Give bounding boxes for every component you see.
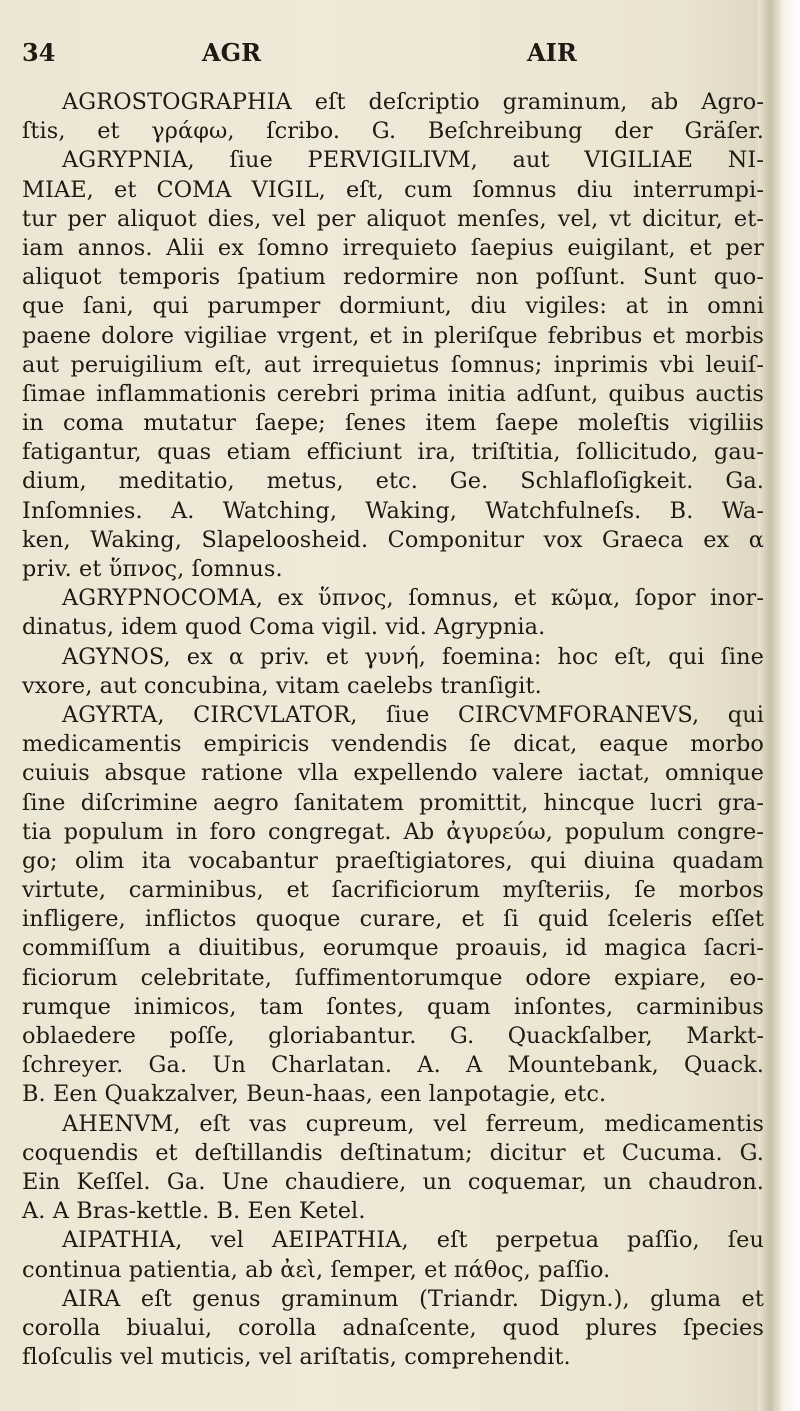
text-line: dium, meditatio, metus, etc. Ge. Schlafloſigkeit. Ga. [22,468,764,495]
text-line: Ein Keſſel. Ga. Une chaudiere, un coquemar, un chaudron. [22,1168,764,1195]
text-line: dinatus, idem quod Coma vigil. vid. Agrypnia. [22,614,546,641]
text-line: ſtis, et γράφω, ſcribo. G. Beſchreibung der Gräſer. [22,118,764,145]
text-line: ſimae inflammationis cerebri prima initia adſunt, quibus auctis [22,380,764,407]
text-line: aut peruigilium eſt, aut irrequietus ſomnus; inprimis vbi leuiſ- [22,351,764,378]
text-line: AGYNOS, ex α priv. et γυνή, foemina: hoc eſt, qui ſine [62,643,764,670]
text-line: cuiuis absque ratione vlla expellendo valere iactat, omnique [22,760,764,787]
running-header [22,38,762,78]
text-line: ficiorum celebritate, ſuffimentorumque odore expiare, eo- [22,964,764,991]
text-line: floſculis vel muticis, vel ariſtatis, comprehendit. [22,1344,571,1371]
text-line: paene dolore vigiliae vrgent, et in pleriſque febribus et morbis [22,322,764,349]
text-line: AGYRTA, CIRCVLATOR, ſiue CIRCVMFORANEVS, qui [62,701,764,728]
text-line: MIAE, et COMA VIGIL, eſt, cum ſomnus diu interrumpi- [22,176,764,203]
page-number: 34 [22,38,56,67]
page-edge [758,0,800,1411]
text-line: ſchreyer. Ga. Un Charlatan. A. A Mountebank, Quack. [22,1052,764,1079]
text-line: iam annos. Alii ex ſomno irrequieto ſaepius euigilant, et per [22,234,764,261]
text-line: medicamentis empiricis vendendis ſe dicat, eaque morbo [22,731,764,758]
text-line: que ſani, qui parumper dormiunt, diu vigiles: at in omni [22,293,764,320]
text-line: fatigantur, quas etiam efficiunt ira, triſtitia, ſollicitudo, gau- [22,439,764,466]
text-line: commiſſum a diuitibus, eorumque proauis, id magica ſacri- [22,935,764,962]
text-line: corolla biualui, corolla adnaſcente, quod plures ſpecies [22,1314,764,1341]
text-line: go; olim ita vocabantur praeſtigiatores, qui diuina quadam [22,847,764,874]
left-running-head: AGR [202,38,262,67]
text-line: oblaedere poſſe, gloriabantur. G. Quackſalber, Markt- [22,1023,764,1049]
text-line: continua patientia, ab ἀεὶ, ſemper, et πάθος, paſſio. [22,1256,611,1283]
text-line: ſine diſcrimine aegro ſanitatem promittit, hincque lucri gra- [22,789,764,816]
text-line: aliquot temporis ſpatium redormire non poſſunt. Sunt quo- [22,264,764,291]
text-line: infligere, inflictos quoque curare, et ſi quid ſceleris eſſet [22,906,764,933]
text-line: AIRA eſt genus graminum (Triandr. Digyn.), gluma et [62,1285,764,1312]
text-line: Inſomnies. A. Watching, Waking, Watchfulneſs. B. Wa- [22,497,764,524]
text-line: coquendis et deſtillandis deſtinatum; dicitur et Cucuma. G. [22,1139,764,1166]
text-line: AGRYPNIA, ſiue PERVIGILIVM, aut VIGILIAE NI- [62,147,764,174]
text-line: tur per aliquot dies, vel per aliquot menſes, vel, vt dicitur, et- [22,205,764,232]
text-line: B. Een Quakzalver, Beun-haas, een lanpotagie, etc. [22,1081,607,1108]
text-line: rumque inimicos, tam ſontes, quam inſontes, carminibus [22,993,764,1020]
text-line: AIPATHIA, vel AEIPATHIA, eſt perpetua paſſio, ſeu [62,1227,764,1254]
text-line: AGRYPNOCOMA, ex ὕπνος, ſomnus, et κῶμα, ſopor inor- [62,585,764,612]
text-line: A. A Bras-kettle. B. Een Ketel. [22,1198,366,1225]
right-running-head: AIR [527,38,577,67]
text-line: tia populum in foro congregat. Ab ἀγυρεύω, populum congre- [22,818,764,845]
text-line: vxore, aut concubina, vitam caelebs tranſigit. [22,672,542,699]
dictionary-text [22,88,764,1372]
text-line: ken, Waking, Slapeloosheid. Componitur vox Graeca ex α [22,526,764,553]
text-line: in coma mutatur ſaepe; ſenes item ſaepe moleſtis vigiliis [22,410,764,437]
text-line: AHENVM, eſt vas cupreum, vel ferreum, medicamentis [62,1110,764,1137]
text-line: AGROSTOGRAPHIA eſt deſcriptio graminum, ab Agro- [62,89,764,115]
text-line: virtute, carminibus, et ſacrificiorum myſteriis, ſe morbos [22,877,764,904]
text-line: priv. et ὕπνος, ſomnus. [22,556,283,582]
